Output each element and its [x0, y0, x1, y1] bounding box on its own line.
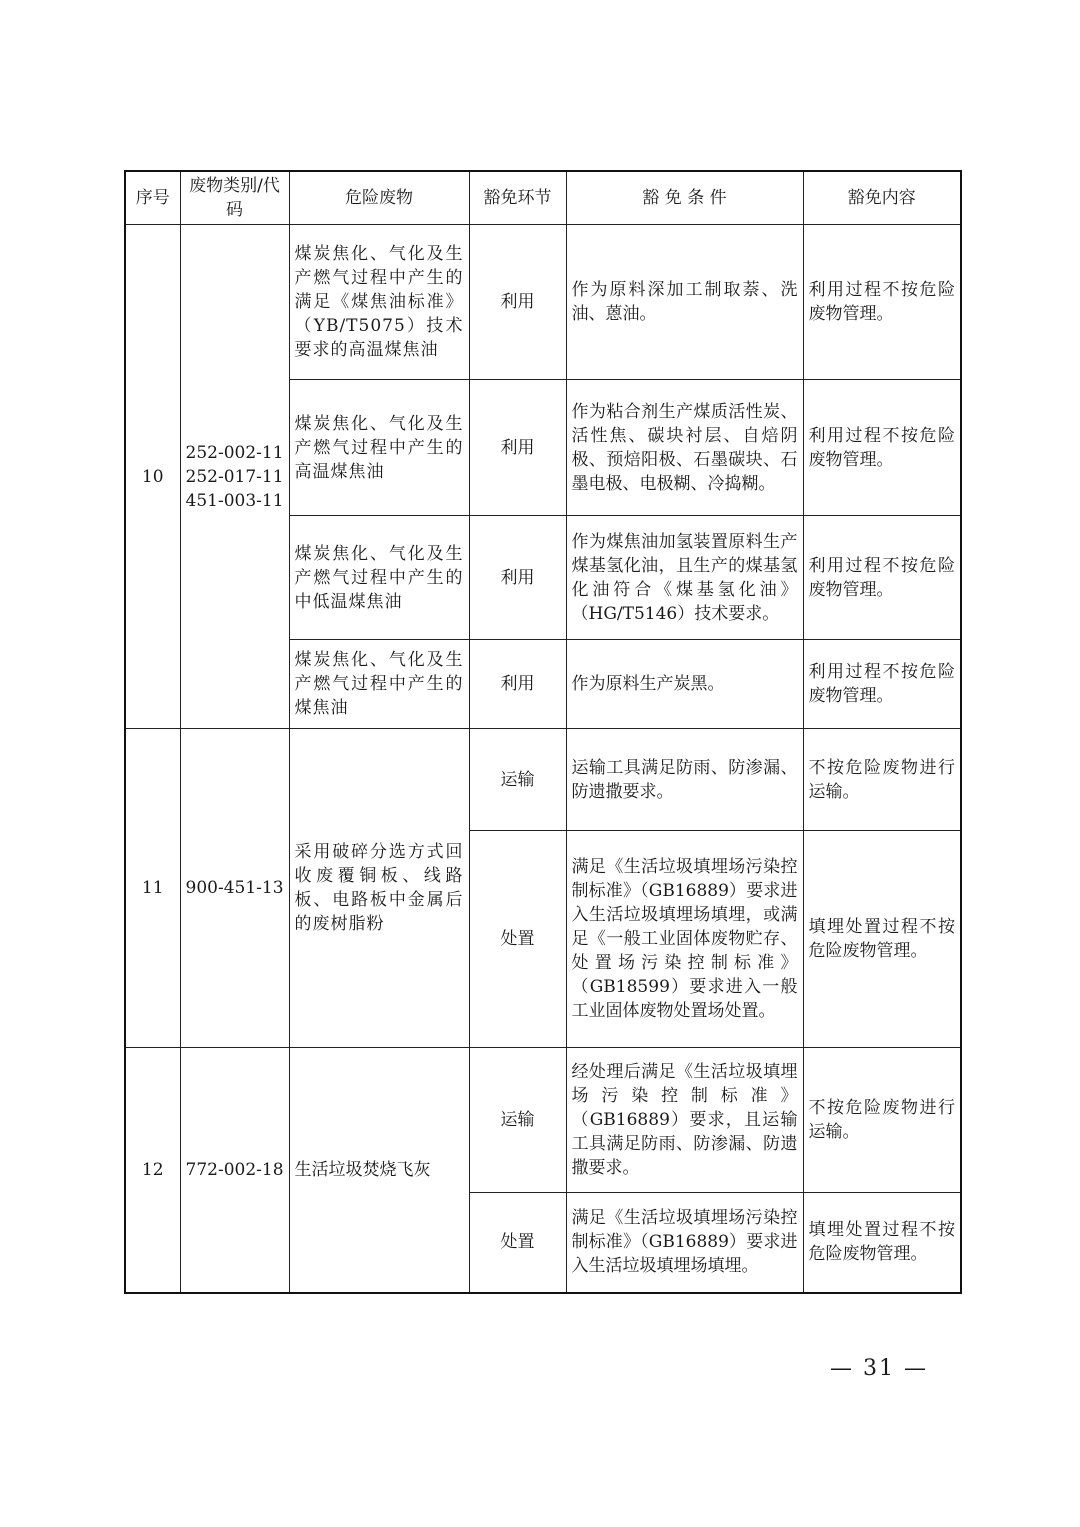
page-number: — 31 — — [830, 1356, 928, 1381]
header-code: 废物类别/代码 — [180, 171, 289, 225]
waste-cell: 采用破碎分选方式回收废覆铜板、线路板、电路板中金属后的废树脂粉 — [289, 729, 469, 1048]
condition-cell: 作为粘合剂生产煤质活性炭、活性焦、碳块衬层、自焙阴极、预焙阳极、石墨碳块、石墨电极、电极糊、冷捣糊。 — [566, 380, 803, 516]
header-seq: 序号 — [125, 171, 180, 225]
stage-cell: 利用 — [469, 516, 566, 640]
content-cell: 利用过程不按危险废物管理。 — [803, 225, 961, 380]
content-cell: 利用过程不按危险废物管理。 — [803, 380, 961, 516]
content-cell: 利用过程不按危险废物管理。 — [803, 516, 961, 640]
entry-seq: 12 — [125, 1048, 180, 1293]
content-cell: 填埋处置过程不按危险废物管理。 — [803, 1193, 961, 1293]
header-row — [125, 171, 961, 225]
condition-cell: 满足《生活垃圾填埋场污染控制标准》（GB16889）要求进入生活垃圾填埋场填埋，或满足《一般工业固体废物贮存、处置场污染控制标准》（GB18599）要求进入一般工业固体废物处置场处置。 — [566, 831, 803, 1048]
waste-cell: 生活垃圾焚烧飞灰 — [289, 1048, 469, 1293]
stage-cell: 运输 — [469, 729, 566, 831]
condition-cell: 运输工具满足防雨、防渗漏、防遗撒要求。 — [566, 729, 803, 831]
table-row — [125, 1048, 961, 1193]
exemption-table — [124, 170, 962, 1294]
entry-seq: 10 — [125, 225, 180, 729]
entry-codes: 900-451-13 — [180, 729, 289, 1048]
stage-cell: 处置 — [469, 831, 566, 1048]
condition-cell: 作为煤焦油加氢装置原料生产煤基氢化油，且生产的煤基氢化油符合《煤基氢化油》（HG/T5146）技术要求。 — [566, 516, 803, 640]
stage-cell: 利用 — [469, 380, 566, 516]
stage-cell: 利用 — [469, 640, 566, 729]
condition-cell: 作为原料生产炭黑。 — [566, 640, 803, 729]
entry-codes: 252-002-11 252-017-11 451-003-11 — [180, 225, 289, 729]
content-cell: 不按危险废物进行运输。 — [803, 1048, 961, 1193]
stage-cell: 运输 — [469, 1048, 566, 1193]
condition-cell: 作为原料深加工制取萘、洗油、蒽油。 — [566, 225, 803, 380]
waste-cell: 煤炭焦化、气化及生产燃气过程中产生的煤焦油 — [289, 640, 469, 729]
header-condition: 豁 免 条 件 — [566, 171, 803, 225]
content-cell: 不按危险废物进行运输。 — [803, 729, 961, 831]
header-stage: 豁免环节 — [469, 171, 566, 225]
stage-cell: 利用 — [469, 225, 566, 380]
waste-cell: 煤炭焦化、气化及生产燃气过程中产生的满足《煤焦油标准》（YB/T5075）技术要求的高温煤焦油 — [289, 225, 469, 380]
header-content: 豁免内容 — [803, 171, 961, 225]
waste-cell: 煤炭焦化、气化及生产燃气过程中产生的高温煤焦油 — [289, 380, 469, 516]
content-cell: 填埋处置过程不按危险废物管理。 — [803, 831, 961, 1048]
condition-cell: 经处理后满足《生活垃圾填埋场污染控制标准》（GB16889）要求，且运输工具满足防雨、防渗漏、防遗撒要求。 — [566, 1048, 803, 1193]
content-cell: 利用过程不按危险废物管理。 — [803, 640, 961, 729]
entry-seq: 11 — [125, 729, 180, 1048]
table-row — [125, 729, 961, 831]
header-waste: 危险废物 — [289, 171, 469, 225]
table-row — [125, 225, 961, 380]
waste-cell: 煤炭焦化、气化及生产燃气过程中产生的中低温煤焦油 — [289, 516, 469, 640]
condition-cell: 满足《生活垃圾填埋场污染控制标准》（GB16889）要求进入生活垃圾填埋场填埋。 — [566, 1193, 803, 1293]
stage-cell: 处置 — [469, 1193, 566, 1293]
entry-codes: 772-002-18 — [180, 1048, 289, 1293]
